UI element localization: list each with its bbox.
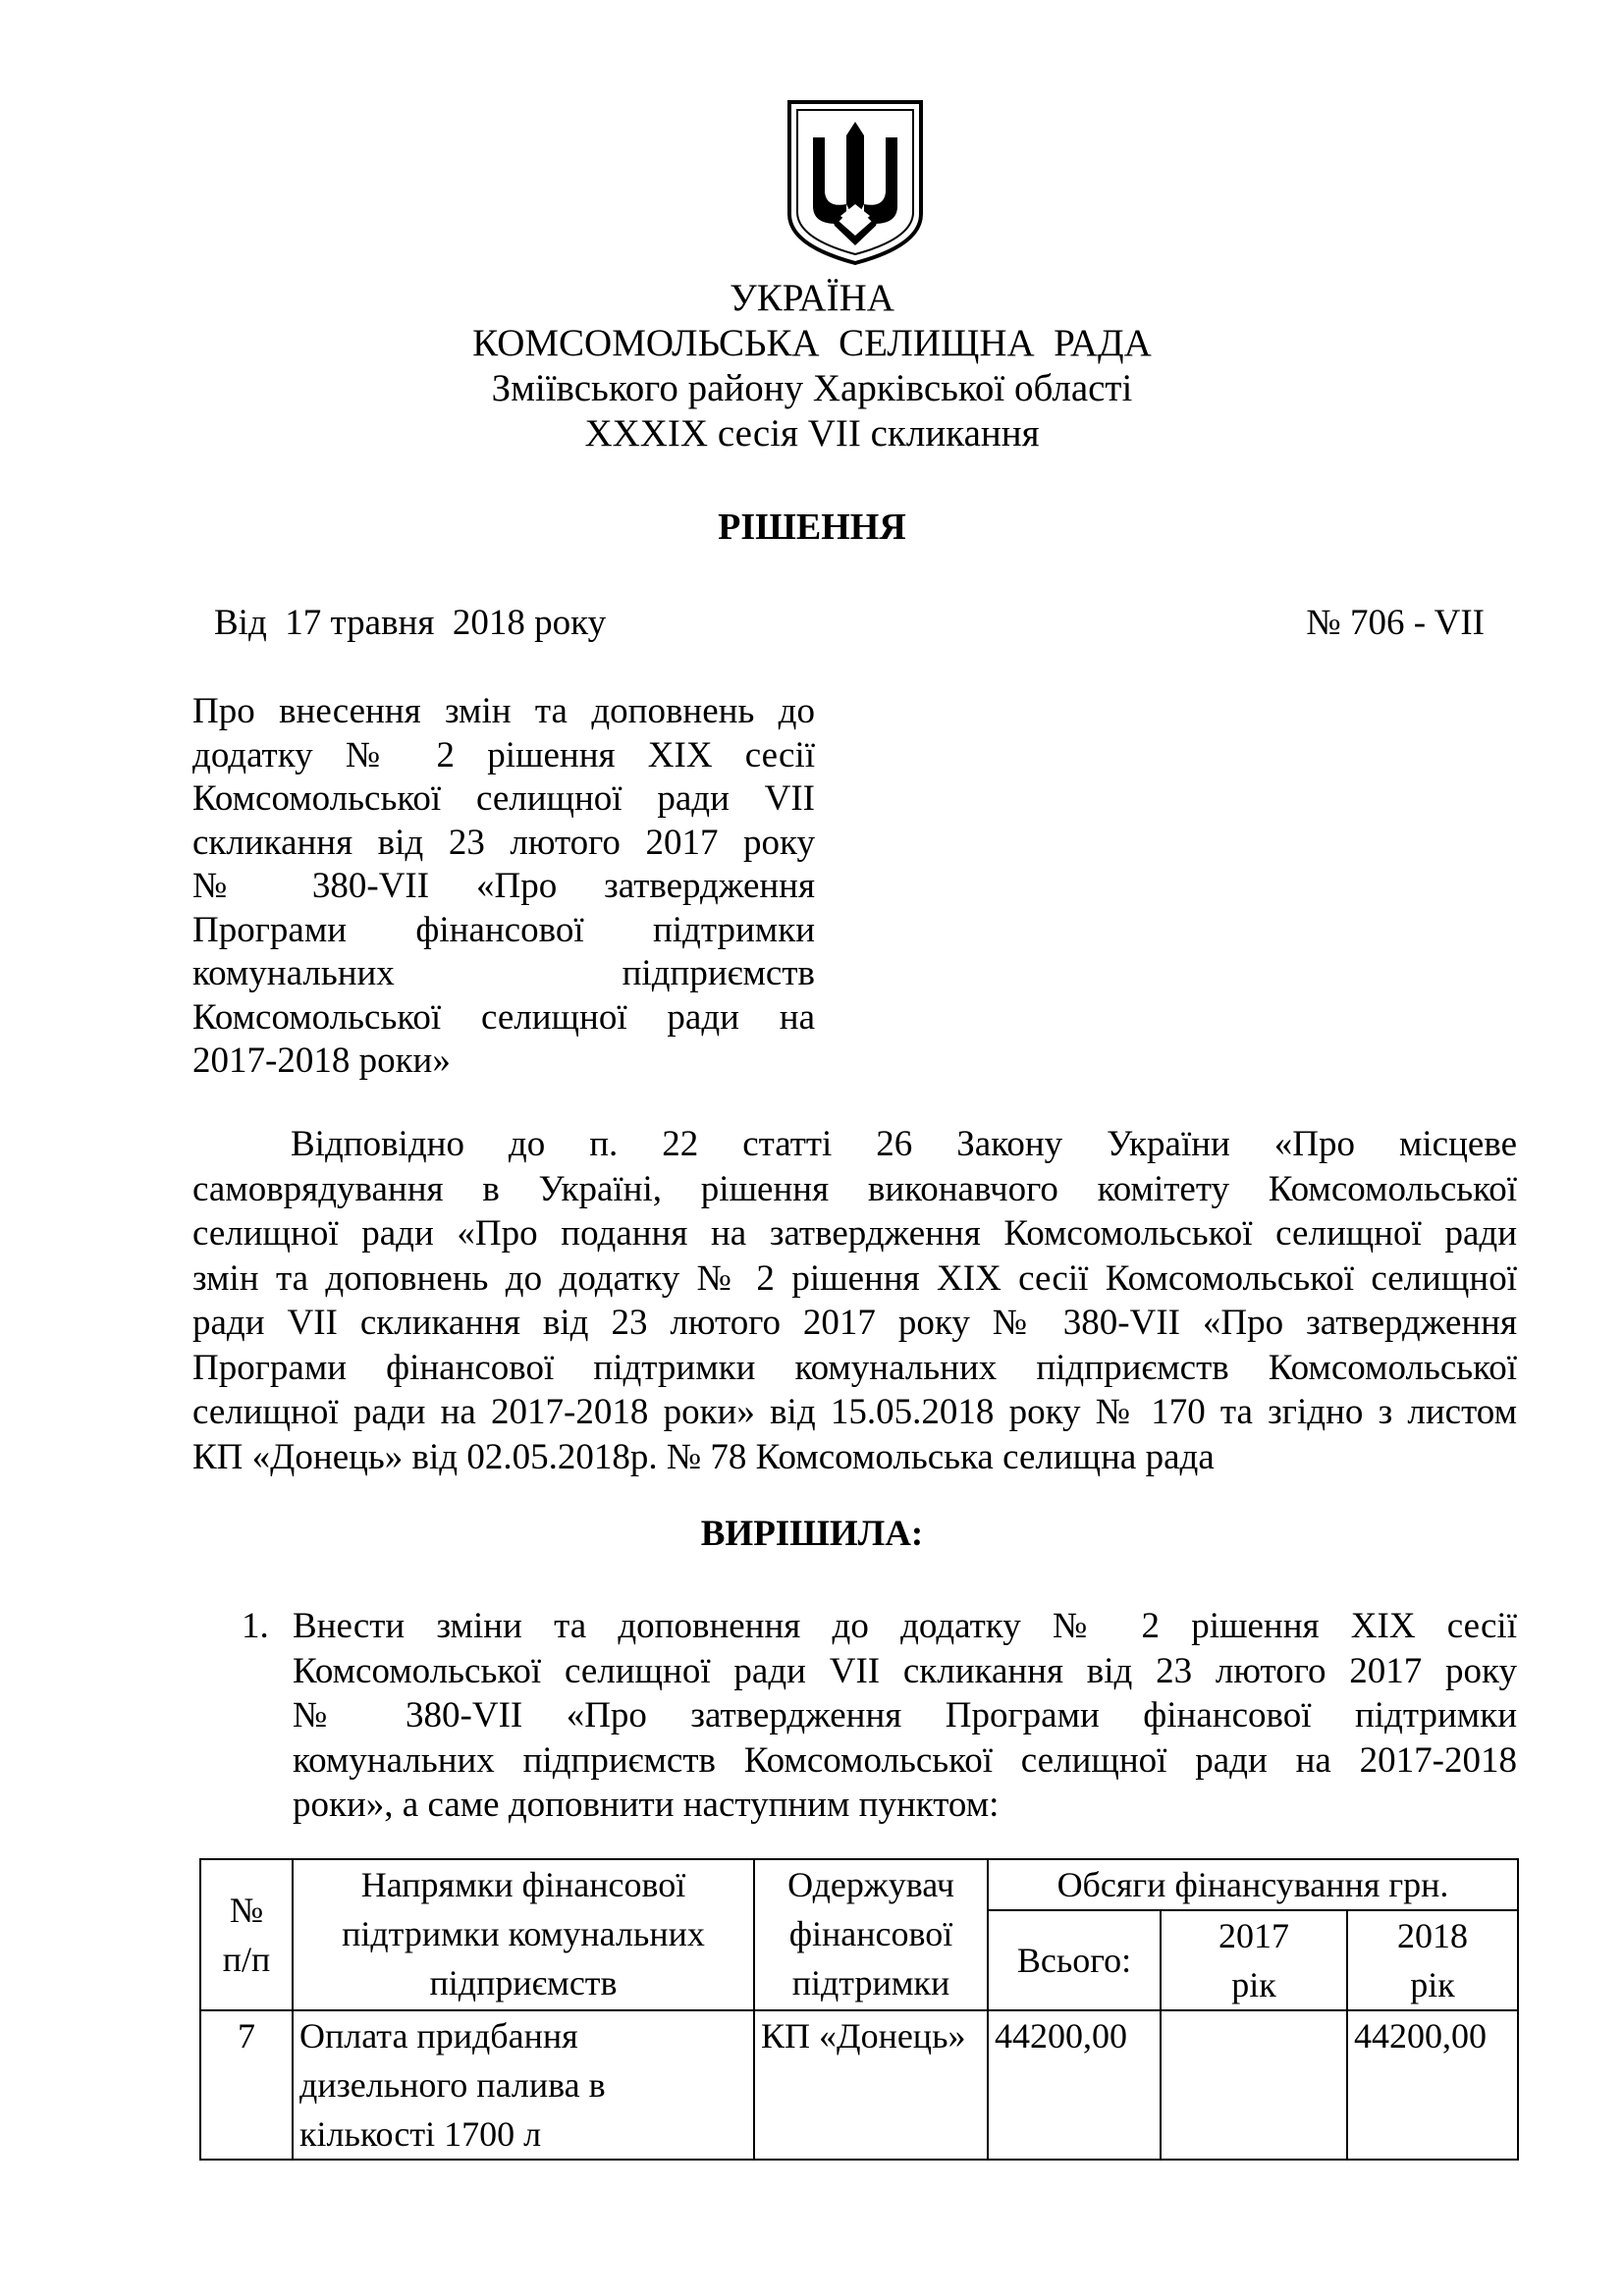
item-line: комунальних підприємств Комсомольської селищної ради на 2017-2018 xyxy=(293,1739,1517,1781)
cell-number: 7 xyxy=(200,2010,293,2160)
table-row xyxy=(200,2010,1518,2160)
paragraph-line: змін та доповнень до додатку № 2 рішення XIX сесії Комсомольської селищної xyxy=(192,1257,1517,1299)
paragraph-line: селищної ради на 2017-2018 роки» від 15.05.2018 року № 170 та згідно з листом xyxy=(192,1392,1517,1432)
item-line: роки», а саме доповнити наступним пунктом: xyxy=(293,1785,1000,1825)
subject-line: Про внесення змін та доповнень до xyxy=(192,691,815,731)
cell-total: 44200,00 xyxy=(988,2010,1161,2160)
header-cell-total: Всього: xyxy=(988,1910,1161,2010)
paragraph-line: ради VII скликання від 23 лютого 2017 року № 380-VII «Про затвердження xyxy=(192,1303,1517,1343)
preamble-paragraph xyxy=(192,1122,1517,1479)
subject-line: Програми фінансової підтримки xyxy=(192,909,815,950)
subject-line: № 380-VII «Про затвердження xyxy=(192,866,815,906)
subject-line: 2017-2018 роки» xyxy=(192,1041,451,1081)
item-line: № 380-VII «Про затвердження Програми фінансової підтримки xyxy=(293,1695,1517,1735)
header-cell-direction: Напрямки фінансової підтримки комунальних підприємств xyxy=(293,1859,754,2010)
item-line: Внести зміни та доповнення до додатку № 2 рішення XIX сесії xyxy=(293,1606,1517,1646)
document-title: РІШЕННЯ xyxy=(718,507,906,548)
coat-of-arms-icon xyxy=(784,98,927,267)
cell-direction: Оплата придбання дизельного палива в кількості 1700 л xyxy=(293,2010,754,2160)
header-cell-number: № п/п xyxy=(200,1859,293,2010)
subject-line: комунальних підприємств xyxy=(192,953,815,993)
paragraph-line: селищної ради «Про подання на затвердження Комсомольської селищної ради xyxy=(192,1213,1517,1254)
decision-date: Від 17 травня 2018 року xyxy=(214,603,607,643)
decision-number: № 706 - VІІ xyxy=(1306,603,1485,643)
subject-line: скликання від 23 лютого 2017 року xyxy=(192,822,815,863)
table-header-row xyxy=(200,1859,1518,1910)
item-number: 1. xyxy=(242,1606,269,1646)
council-name: КОМСОМОЛЬСЬКА СЕЛИЩНА РАДА xyxy=(472,322,1152,364)
paragraph-line: Програми фінансової підтримки комунальних підприємств Комсомольської xyxy=(192,1347,1517,1388)
paragraph-line: Відповідно до п. 22 статті 26 Закону України «Про місцеве xyxy=(291,1124,1517,1164)
country-name: УКРАЇНА xyxy=(730,277,894,319)
decision-subject xyxy=(192,690,815,1084)
session-name: ХХХІХ сесія VІІ скликання xyxy=(584,412,1040,454)
district-name: Зміївського району Харківської області xyxy=(491,367,1133,409)
subject-line: Комсомольської селищної ради на xyxy=(192,996,815,1038)
resolved-heading: ВИРІШИЛА: xyxy=(700,1514,924,1554)
paragraph-line: самоврядування в Україні, рішення виконавчого комітету Комсомольської xyxy=(192,1168,1517,1209)
cell-2017 xyxy=(1161,2010,1347,2160)
item-line: Комсомольської селищної ради VII скликання від 23 лютого 2017 року xyxy=(293,1650,1517,1691)
header-cell-2018: 2018 рік xyxy=(1347,1910,1518,2010)
subject-line: Комсомольської селищної ради VII xyxy=(192,778,815,819)
header-cell-2017: 2017 рік xyxy=(1161,1910,1347,2010)
cell-2018: 44200,00 xyxy=(1347,2010,1518,2160)
item-text xyxy=(293,1604,1517,1828)
financing-table xyxy=(199,1858,1519,2161)
cell-recipient: КП «Донець» xyxy=(754,2010,988,2160)
header-cell-recipient: Одержувач фінансової підтримки xyxy=(754,1859,988,2010)
paragraph-line: КП «Донець» від 02.05.2018р. № 78 Комсомольська селищна рада xyxy=(192,1436,1215,1477)
subject-line: додатку № 2 рішення XIX сесії xyxy=(192,734,815,775)
header-cell-funding: Обсяги фінансування грн. xyxy=(988,1859,1518,1910)
